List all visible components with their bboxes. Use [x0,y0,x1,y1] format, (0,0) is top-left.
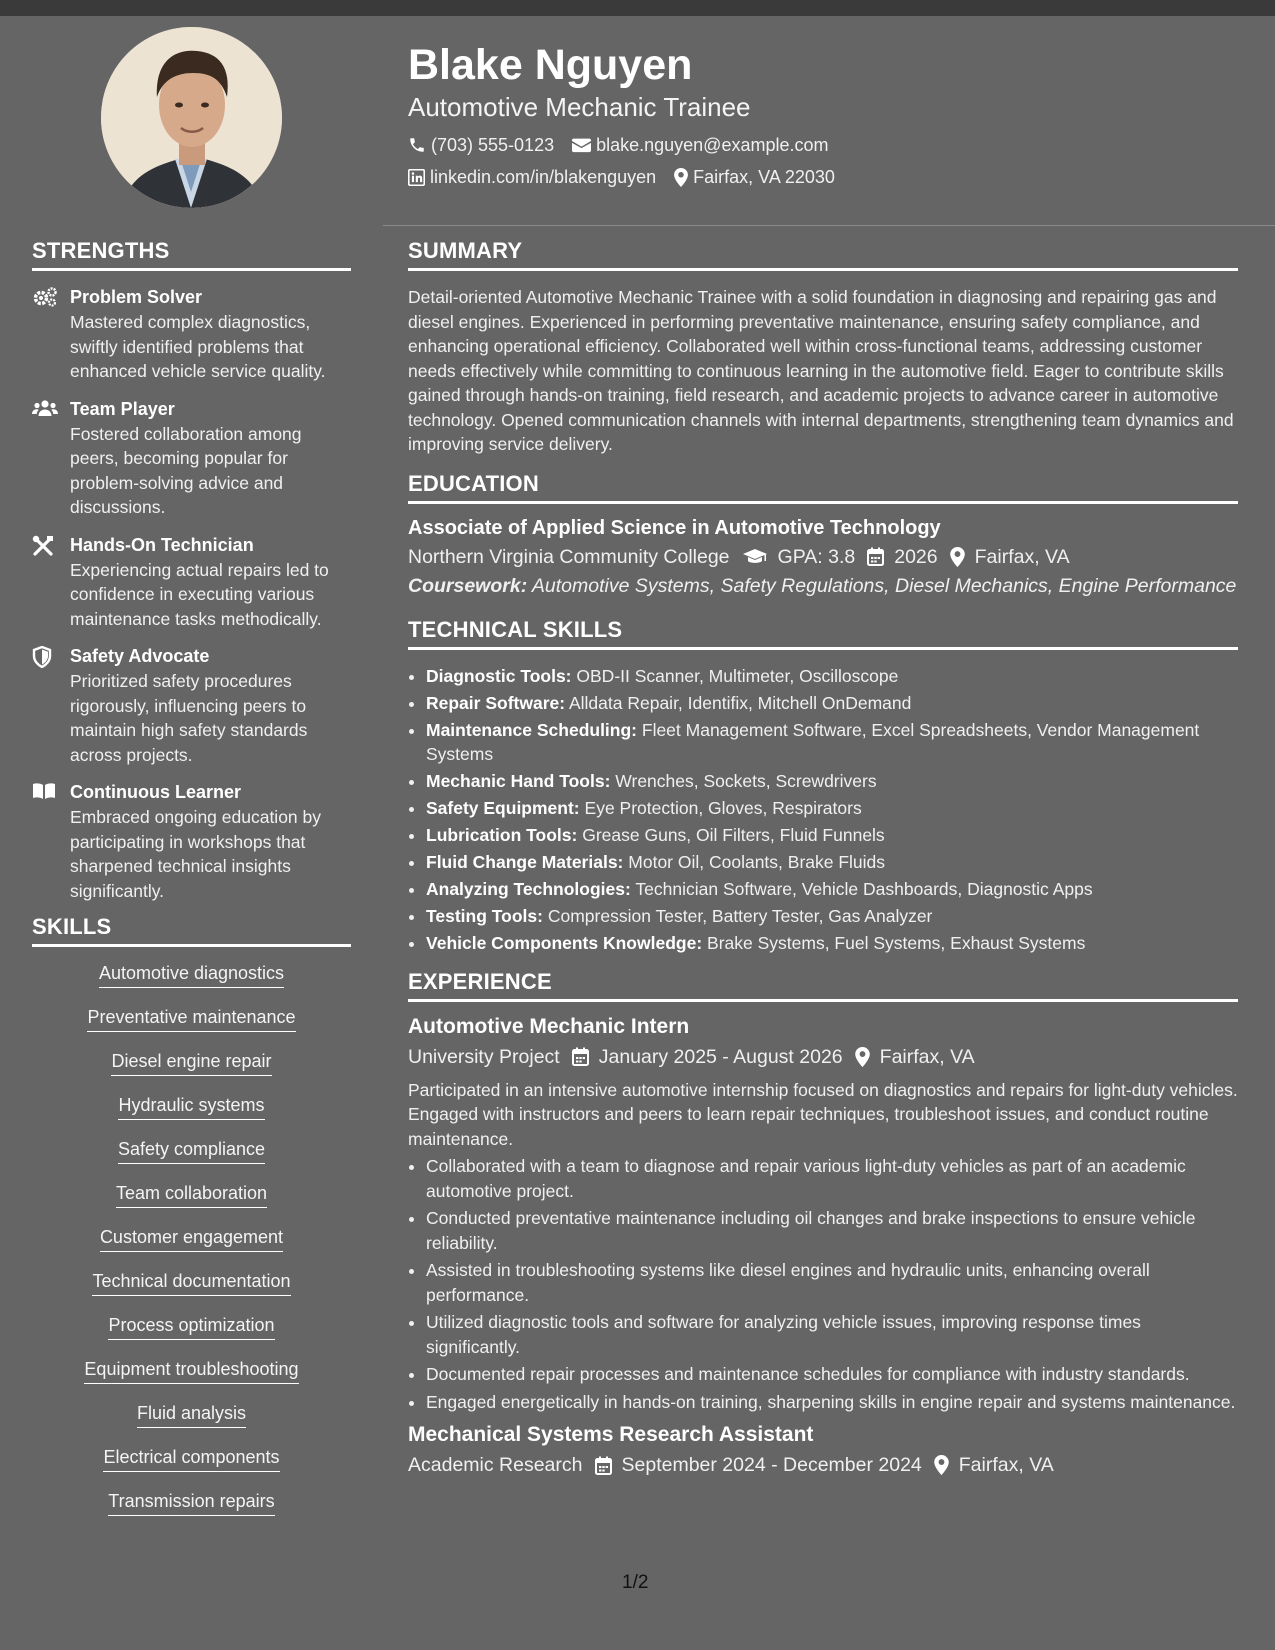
skill-tag: Electrical components [103,1445,279,1472]
strength-title: Continuous Learner [70,782,242,802]
skill-tag: Hydraulic systems [118,1093,264,1120]
candidate-name: Blake Nguyen [408,41,693,89]
envelope-icon [572,137,591,153]
list-item: • Documented repair processes and maintenance schedules for compliance with industry standards. [426,1362,1238,1387]
tech-skill-value: Motor Oil, Coolants, Brake Fluids [628,851,886,872]
skill-tag: Preventative maintenance [87,1005,295,1032]
job-description: Participated in an intensive automotive internship focused on diagnostics and repairs for light-duty vehicles. Engaged with instructors and peers to learn repair techniques, troubleshoot issues, and conduct routine maintenance. [408,1079,1238,1149]
year-text: 2026 [894,545,938,568]
tech-skill-label: Vehicle Components Knowledge: [426,932,703,953]
list-item: • Engaged energetically in hands-on training, sharpening skills in engine repair and systems maintenance. [426,1390,1238,1415]
users-icon [32,399,58,419]
calendar-icon [595,1456,612,1475]
gpa-text: GPA: 3.8 [777,545,856,568]
strength-item [32,780,351,903]
list-item [426,823,1238,847]
graduation-cap-icon [742,548,768,566]
map-pin-icon [950,547,965,567]
tech-skill-label: Maintenance Scheduling: [426,719,637,740]
list-item: • Conducted preventative maintenance including oil changes and brake inspections to ensure vehicle reliability. [426,1206,1238,1255]
contact-row-2 [408,161,1238,193]
job-location [934,1450,1054,1480]
technical-skills-list [408,664,1238,955]
strength-title: Team Player [70,398,175,419]
tech-skill-value: Eye Protection, Gloves, Respirators [584,797,862,818]
job-location [855,1042,975,1072]
tech-skill-label: Lubrication Tools: [426,824,578,845]
calendar-icon [867,547,884,566]
gears-icon [32,287,58,307]
strength-title: Hands-On Technician [70,534,254,555]
page-number: 1/2 [622,1572,649,1593]
org-text: University Project [408,1045,560,1068]
tech-skill-value: Brake Systems, Fuel Systems, Exhaust Systems [707,932,1086,953]
strength-desc: Embraced ongoing education by participating in workshops that sharpened technical insights significantly. [70,807,322,901]
list-item [426,904,1238,928]
skill-tag: Equipment troubleshooting [84,1357,298,1384]
strengths-heading: STRENGTHS [32,240,351,271]
strength-title: Problem Solver [70,287,203,307]
strength-item [32,285,351,384]
list-item [426,796,1238,820]
tools-icon [32,535,54,557]
tech-skill-value: Alldata Repair, Identifix, Mitchell OnDemand [568,692,912,713]
job-title: Mechanical Systems Research Assistant [408,1423,814,1446]
education-gpa [742,542,856,572]
job-org [408,1042,560,1072]
tech-skill-label: Analyzing Technologies: [426,878,631,899]
list-item: • Assisted in troubleshooting systems like diesel engines and hydraulic units, enhancing overall performance. [426,1258,1238,1307]
coursework-text: Automotive Systems, Safety Regulations, Diesel Mechanics, Engine Performance [531,574,1237,597]
book-icon [32,782,56,800]
right-column [408,240,1238,1480]
email-text: blake.nguyen@example.com [596,134,829,155]
job-bullets [408,1154,1238,1414]
top-bar [0,0,1275,16]
job-org [408,1450,583,1480]
summary-heading: SUMMARY [408,240,1238,271]
map-pin-icon [674,168,688,187]
email-contact[interactable] [572,135,828,156]
org-text: Academic Research [408,1454,583,1476]
school-name: Northern Virginia Community College [408,545,730,568]
map-pin-icon [934,1455,949,1475]
location-text: Fairfax, VA 22030 [693,166,835,187]
strength-desc: Fostered collaboration among peers, becoming popular for problem-solving advice and discussions. [70,423,302,517]
tech-skill-value: Grease Guns, Oil Filters, Fluid Funnels [582,824,885,845]
shield-icon [32,646,52,668]
strength-desc: Mastered complex diagnostics, swiftly identified problems that enhanced vehicle service quality. [70,312,326,381]
experience-heading: EXPERIENCE [408,971,1238,1002]
coursework-label: Coursework: [408,574,528,597]
education-location [950,542,1070,572]
skill-tag: Automotive diagnostics [99,961,284,988]
list-item [426,718,1238,766]
tech-skill-label: Diagnostic Tools: [426,665,572,686]
phone-text: (703) 555-0123 [431,134,555,155]
skill-tag: Team collaboration [116,1181,267,1208]
job-title: Automotive Mechanic Intern [408,1014,690,1038]
tech-skill-value: Fleet Management Software, Excel Spreadsheets, Vendor Management Systems [426,719,1200,764]
location-text: Fairfax, VA [974,545,1070,568]
education-meta [408,542,1238,572]
header-divider [383,225,1275,226]
strength-item [32,533,351,632]
list-item: • Collaborated with a team to diagnose and repair various light-duty vehicles as part of an academic automotive project. [426,1154,1238,1203]
list-item: • Utilized diagnostic tools and software for analyzing vehicle issues, improving response times significantly. [426,1310,1238,1359]
phone-contact[interactable] [408,135,554,156]
strength-desc: Prioritized safety procedures rigorously, influencing peers to maintain high safety standards across projects. [70,671,308,765]
list-item [426,850,1238,874]
linkedin-icon [408,169,425,186]
linkedin-text: linkedin.com/in/blakenguyen [430,166,657,187]
location-text: Fairfax, VA [879,1045,975,1068]
left-column [32,240,351,1533]
education-heading: EDUCATION [408,473,1238,504]
skill-tag: Fluid analysis [137,1401,246,1428]
linkedin-contact[interactable] [408,167,656,188]
job-meta [408,1450,1238,1480]
contact-row-1 [408,129,1238,161]
tech-skill-label: Safety Equipment: [426,797,580,818]
list-item [426,769,1238,793]
list-item [426,664,1238,688]
list-item [426,877,1238,901]
skill-tag: Diesel engine repair [111,1049,271,1076]
dates-text: September 2024 - December 2024 [621,1454,922,1476]
education-degree: Associate of Applied Science in Automotive Technology [408,516,941,539]
education-school [408,542,730,572]
education-year [867,542,937,572]
resume-header [408,40,1238,193]
tech-skill-value: Wrenches, Sockets, Screwdrivers [615,770,877,791]
tech-skill-value: OBD-II Scanner, Multimeter, Oscilloscope [576,665,899,686]
tech-skill-value: Technician Software, Vehicle Dashboards, Diagnostic Apps [635,878,1093,899]
summary-text: Detail-oriented Automotive Mechanic Trainee with a solid foundation in diagnosing and repairing gas and diesel engines. Experienced in performing preventative maintenance, ensuring safety compliance, and enhancing operational efficiency. Collaborated well within cross-functional teams, addressing customer needs effectively while committing to continuous learning in the automotive field. Eager to contribute skills gained through hands-on training, field research, and academic projects to advance career in automotive technology. Opened communication channels with internal departments, strengthening team dynamics and improving service delivery. [408,287,1234,454]
tech-skill-value: Compression Tester, Battery Tester, Gas Analyzer [547,905,933,926]
tech-skill-label: Mechanic Hand Tools: [426,770,611,791]
strength-title: Safety Advocate [70,646,210,666]
job-dates [595,1450,922,1480]
skills-list [32,961,351,1533]
list-item [426,691,1238,715]
tech-skill-label: Fluid Change Materials: [426,851,624,872]
skill-tag: Technical documentation [92,1269,290,1296]
job-dates [572,1042,843,1072]
list-item [426,931,1238,955]
location-text: Fairfax, VA [958,1454,1054,1476]
strength-desc: Experiencing actual repairs led to confidence in executing various maintenance tasks methodically. [70,559,329,629]
map-pin-icon [855,1047,870,1067]
skill-tag: Transmission repairs [108,1489,274,1516]
skills-heading: SKILLS [32,916,351,947]
phone-icon [408,136,426,154]
candidate-title: Automotive Mechanic Trainee [408,91,751,122]
tech-skill-label: Repair Software: [426,692,566,713]
calendar-icon [572,1047,589,1066]
tech-skill-label: Testing Tools: [426,905,543,926]
skill-tag: Customer engagement [100,1225,283,1252]
portrait-illustration [101,27,282,208]
job-meta [408,1042,1238,1072]
strength-item [32,397,351,520]
location-contact [674,167,835,188]
skill-tag: Safety compliance [118,1137,265,1164]
coursework [408,574,1238,599]
profile-photo [101,27,282,208]
strength-item [32,644,351,767]
technical-skills-heading: TECHNICAL SKILLS [408,619,1238,650]
skill-tag: Process optimization [108,1313,274,1340]
dates-text: January 2025 - August 2026 [598,1045,843,1068]
